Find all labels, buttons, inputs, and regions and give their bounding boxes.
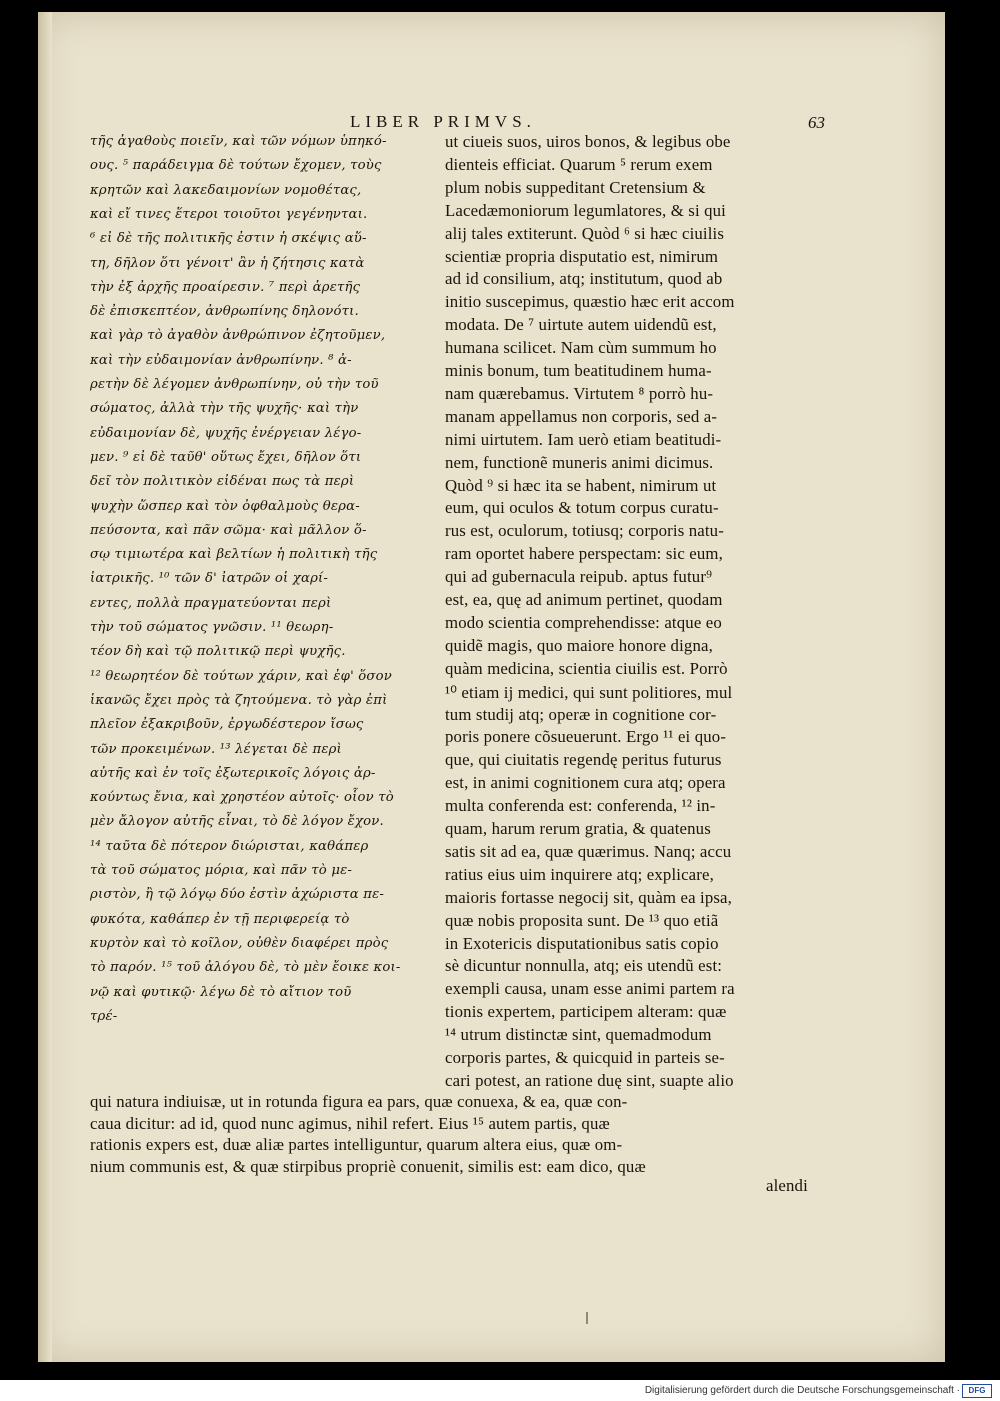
latin-line: tum studij atq; operæ in cognitione cor- — [445, 704, 717, 724]
greek-line: τὰ τοῦ σώματος μόρια, καὶ πᾶν τὸ με- — [90, 863, 353, 878]
full-width-line: qui natura indiuisæ, ut in rotunda figura ea pars, quæ conuexa, & ea, quæ con- — [90, 1092, 628, 1111]
greek-line: ψυχὴν ὥσπερ καὶ τὸν ὀφθαλμοὺς θερα- — [90, 498, 360, 514]
greek-line: μὲν ἄλογον αὐτῆς εἶναι, τὸ δὲ λόγον ἔχον. — [90, 814, 384, 830]
latin-line: cari potest, an ratione duę sint, suapte alio — [445, 1070, 734, 1090]
latin-line: que, qui ciuitatis regendę peritus futurus — [445, 750, 722, 770]
dfg-logo-icon: DFG — [962, 1384, 992, 1398]
latin-line: ram oportet habere perspectam: sic eum, — [445, 544, 723, 564]
greek-line: ἱκανῶς ἔχει πρὸς τὰ ζητούμενα. τὸ γὰρ ἐπὶ — [90, 692, 388, 708]
latin-line: quàm medicina, scientia ciuilis est. Porrò — [445, 658, 728, 678]
greek-line: ¹⁴ ταῦτα δὲ πότερον διώρισται, καθάπερ — [90, 838, 369, 854]
footer-credit: Digitalisierung gefördert durch die Deutsche Forschungsgemeinschaft · — [644, 1385, 960, 1396]
latin-line: plum nobis suppeditant Cretensium & — [445, 177, 706, 197]
greek-line: τὴν ἐξ ἀρχῆς προαίρεσιν. ⁷ περὶ ἀρετῆς — [90, 279, 361, 295]
latin-line: quam, harum rerum gratia, & quatenus — [445, 819, 711, 838]
latin-line: alij tales extiterunt. Quòd ⁶ si hæc ciuilis — [445, 223, 725, 243]
greek-line: κρητῶν καὶ λακεδαιμονίων νομοθέτας, — [90, 182, 362, 198]
latin-line: Quòd ⁹ si hæc ita se habent, nimirum ut — [445, 475, 717, 495]
latin-line: sè dicuntur nonnulla, atq; eis utendũ est: — [445, 956, 723, 976]
latin-line: est, ea, quę ad animum pertinet, quodam — [445, 590, 723, 609]
greek-line: νῷ καὶ φυτικῷ· λέγω δὲ τὸ αἴτιον τοῦ — [90, 984, 352, 1000]
latin-line: est, in animi cognitionem cura atq; opera — [445, 773, 726, 793]
greek-line: τρέ- — [90, 1008, 118, 1024]
greek-line: ους. ⁵ παράδειγμα δὲ τούτων ἔχομεν, τοὺς — [90, 158, 382, 174]
latin-line: scientiæ propria disputatio est, nimirum — [445, 246, 719, 266]
latin-line: ad id consilium, atq; institutum, quod ab — [445, 269, 723, 289]
greek-line: τῶν προκειμένων. ¹³ λέγεται δὲ περὶ — [90, 741, 342, 757]
greek-line: δὲ ἐπισκεπτέον, ἀνθρωπίνης δηλονότι. — [90, 304, 359, 320]
greek-line: ἰατρικῆς. ¹⁰ τῶν δ' ἰατρῶν οἱ χαρί- — [90, 571, 329, 587]
greek-line: σώματος, ἀλλὰ τὴν τῆς ψυχῆς· καὶ τὴν — [90, 401, 359, 417]
latin-line: maioris fortasse negocij sit, quàm ea ipsa, — [445, 887, 732, 907]
greek-line: τῆς ἀγαθοὺς ποιεῖν, καὶ τῶν νόμων ὑπηκό- — [90, 134, 387, 149]
latin-line: ut ciueis suos, uiros bonos, & legibus obe — [445, 132, 731, 151]
full-width-line: caua dicitur: ad id, quod nunc agimus, nihil refert. Eius ¹⁵ autem partis, quæ — [90, 1113, 610, 1133]
greek-line: πεύσοντα, καὶ πᾶν σῶμα· καὶ μᾶλλον ὅ- — [90, 522, 367, 538]
latin-line: corporis partes, & quicquid in parteis se- — [445, 1048, 725, 1067]
greek-line: δεῖ τὸν πολιτικὸν εἰδέναι πως τὰ περὶ — [90, 474, 355, 490]
latin-line: modata. De ⁷ uirtute autem uidendũ est, — [445, 315, 717, 335]
latin-line: multa conferenda est: conferenda, ¹² in- — [445, 796, 716, 816]
greek-line: ⁶ εἰ δὲ τῆς πολιτικῆς ἐστιν ἡ σκέψις αὕ- — [90, 231, 367, 247]
greek-line: τὴν τοῦ σώματος γνῶσιν. ¹¹ θεωρη- — [90, 620, 334, 635]
greek-line: κούντως ἔνια, καὶ χρηστέον αὐτοῖς· οἷον τὸ — [90, 790, 394, 806]
full-width-line: rationis expers est, duæ aliæ partes intelliguntur, quarum altera eius, quæ om- — [90, 1135, 623, 1154]
greek-line: ριστὸν, ἢ τῷ λόγῳ δύο ἐστὶν ἀχώριστα πε- — [90, 887, 385, 903]
greek-line: φυκότα, καθάπερ ἐν τῇ περιφερείᾳ τὸ — [90, 911, 350, 927]
latin-line: nem, functionẽ muneris animi dicimus. — [445, 452, 714, 472]
latin-line: ¹⁰ etiam ij medici, qui sunt politiores, mul — [445, 682, 733, 702]
latin-line: manam appellamus non corporis, sed a- — [445, 406, 718, 426]
greek-line: καὶ εἴ τινες ἕτεροι τοιοῦτοι γεγένηνται. — [90, 206, 368, 222]
latin-line: quidẽ magis, quo maiore honore digna, — [445, 635, 713, 655]
ink-mark — [586, 1312, 588, 1324]
latin-line: quæ nobis proposita sunt. De ¹³ quo etiã — [445, 910, 719, 930]
latin-line: ¹⁴ utrum distinctæ sint, quemadmodum — [445, 1025, 712, 1045]
latin-line: ratius eius uim inquirere atq; explicare, — [445, 864, 714, 884]
book-page — [38, 12, 945, 1362]
greek-line: μεν. ⁹ εἰ δὲ ταῦθ' οὕτως ἔχει, δῆλον ὅτι — [90, 449, 362, 465]
latin-line: nimi uirtutem. Iam uerò etiam beatitudi- — [445, 429, 722, 449]
greek-line: κυρτὸν καὶ τὸ κοῖλον, οὐθὲν διαφέρει πρὸς — [90, 935, 389, 951]
latin-line: minis bonum, tum beatitudinem huma- — [445, 361, 712, 380]
latin-line: eum, qui oculos & totum corpus curatu- — [445, 498, 719, 518]
greek-line: τὸ παρόν. ¹⁵ τοῦ ἀλόγου δὲ, τὸ μὲν ἔοικε κοι- — [90, 960, 401, 976]
latin-line: tionis expertem, participem alteram: quæ — [445, 1002, 727, 1022]
greek-line: αὐτῆς καὶ ἐν τοῖς ἐξωτερικοῖς λόγοις ἀρ- — [90, 765, 376, 781]
catchword: alendi — [766, 1176, 808, 1195]
greek-line: τέον δὴ καὶ τῷ πολιτικῷ περὶ ψυχῆς. — [90, 644, 346, 660]
running-head: LIBER PRIMVS. — [350, 112, 536, 131]
latin-line: dienteis efficiat. Quarum ⁵ rerum exem — [445, 154, 713, 174]
latin-line: satis sit ad ea, quæ quærimus. Nanq; accu — [445, 841, 732, 861]
greek-line: σῳ τιμιωτέρα καὶ βελτίων ἡ πολιτικὴ τῆς — [90, 547, 378, 563]
latin-line: Lacedæmoniorum legumlatores, & si qui — [445, 200, 726, 220]
latin-line: modo scientia comprehendisse: atque eo — [445, 612, 722, 632]
greek-line: πλεῖον ἐξακριβοῦν, ἐργωδέστερον ἴσως — [90, 717, 364, 733]
latin-line: qui ad gubernacula reipub. aptus futur⁹ — [445, 567, 713, 587]
greek-line: εντες, πολλὰ πραγματεύονται περὶ — [90, 595, 332, 611]
latin-line: exempli causa, unam esse animi partem ra — [445, 979, 735, 999]
latin-line: rus est, oculorum, totiusq; corporis natu- — [445, 521, 724, 541]
latin-line: nam quærebamus. Virtutem ⁸ porrò hu- — [445, 383, 714, 403]
full-width-line: nium communis est, & quæ stirpibus propriè conuenit, similis est: eam dico, quæ — [90, 1156, 646, 1176]
greek-line: καὶ τὴν εὐδαιμονίαν ἀνθρωπίνην. ⁸ ἀ- — [90, 352, 352, 368]
latin-line: humana scilicet. Nam cùm summum ho — [445, 338, 717, 358]
greek-line: καὶ γὰρ τὸ ἀγαθὸν ἀνθρώπινον ἐζητοῦμεν, — [90, 328, 386, 344]
page-number: 63 — [808, 113, 825, 132]
greek-line: τη, δῆλον ὅτι γένοιτ' ἂν ἡ ζήτησις κατὰ — [90, 255, 365, 271]
latin-line: initio suscepimus, quæstio hæc erit accom — [445, 292, 735, 312]
greek-line: ¹² θεωρητέον δὲ τούτων χάριν, καὶ ἐφ' ὅσον — [90, 668, 392, 684]
latin-line: poris ponere cõsueuerunt. Ergo ¹¹ ei quo- — [445, 727, 727, 747]
greek-line: εὐδαιμονίαν δὲ, ψυχῆς ἐνέργειαν λέγο- — [90, 425, 362, 441]
latin-line: in Exotericis disputationibus satis copio — [445, 933, 719, 953]
greek-line: ρετὴν δὲ λέγομεν ἀνθρωπίνην, οὐ τὴν τοῦ — [90, 377, 379, 392]
